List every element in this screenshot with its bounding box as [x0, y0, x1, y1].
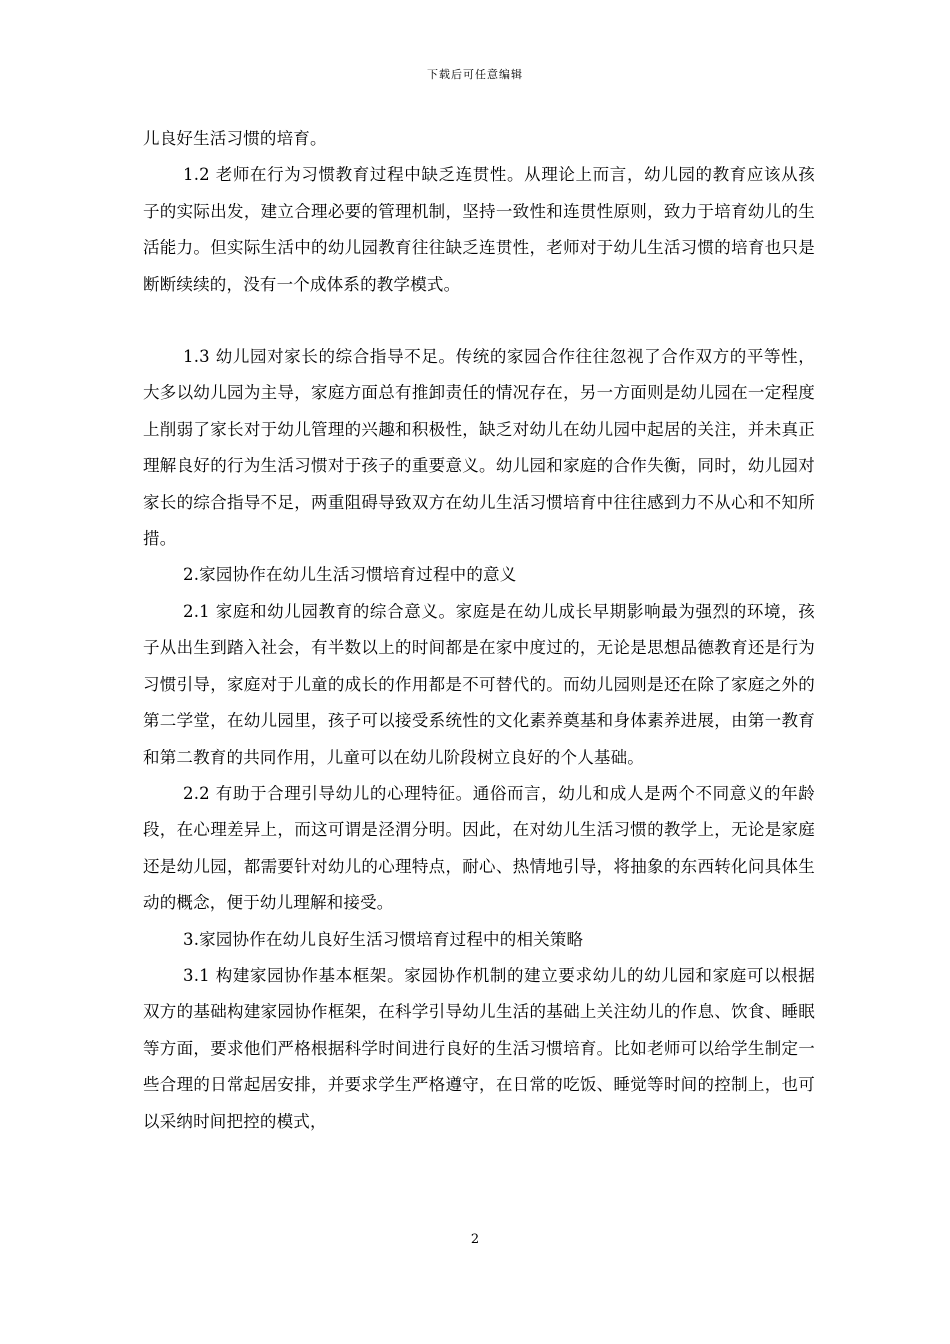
- paragraph-spacer: [143, 303, 815, 339]
- section-heading-2: 2.家园协作在幼儿生活习惯培育过程中的意义: [183, 565, 517, 585]
- section-heading-3: 3.家园协作在幼儿良好生活习惯培育过程中的相关策略: [183, 929, 584, 949]
- document-body: [143, 121, 815, 1140]
- paragraph-3-1: 3.1 构建家园协作基本框架。家园协作机制的建立要求幼儿的幼儿园和家庭可以根据双方的基础构建家园协作框架，在科学引导幼儿生活的基础上关注幼儿的作息、饮食、睡眠等方面，要求他们严格根据科学时间进行良好的生活习惯培育。比如老师可以给学生制定一些合理的日常起居安排，并要求学生严格遵守，在日常的吃饭、睡觉等时间的控制上，也可以采纳时间把控的模式，: [143, 965, 815, 1131]
- paragraph-2-2: 2.2 有助于合理引导幼儿的心理特征。通俗而言，幼儿和成人是两个不同意义的年龄段，在心理差异上，而这可谓是泾渭分明。因此，在对幼儿生活习惯的教学上，无论是家庭还是幼儿园，都需要针对幼儿的心理特点，耐心、热情地引导，将抽象的东西转化问具体生动的概念，便于幼儿理解和接受。: [143, 783, 815, 913]
- paragraph-2-1: 2.1 家庭和幼儿园教育的综合意义。家庭是在幼儿成长早期影响最为强烈的环境，孩子从出生到踏入社会，有半数以上的时间都是在家中度过的，无论是思想品德教育还是行为习惯引导，家庭对于儿童的成长的作用都是不可替代的。而幼儿园则是还在除了家庭之外的第二学堂，在幼儿园里，孩子可以接受系统性的文化素养奠基和身体素养进展，由第一教育和第二教育的共同作用，儿童可以在幼儿阶段树立良好的个人基础。: [143, 601, 815, 767]
- page-number: 2: [470, 1232, 480, 1247]
- paragraph-1-2: 1.2 老师在行为习惯教育过程中缺乏连贯性。从理论上而言，幼儿园的教育应该从孩子的实际出发，建立合理必要的管理机制，坚持一致性和连贯性原则，致力于培育幼儿的生活能力。但实际生活中的幼儿园教育往往缺乏连贯性，老师对于幼儿生活习惯的培育也只是断断续续的，没有一个成体系的教学模式。: [143, 165, 815, 294]
- paragraph-1-3: 1.3 幼儿园对家长的综合指导不足。传统的家园合作往往忽视了合作双方的平等性，大多以幼儿园为主导，家庭方面总有推卸责任的情况存在，另一方面则是幼儿园在一定程度上削弱了家长对于幼儿管理的兴趣和积极性，缺乏对幼儿在幼儿园中起居的关注，并未真正理解良好的行为生活习惯对于孩子的重要意义。幼儿园和家庭的合作失衡，同时，幼儿园对家长的综合指导不足，两重阻碍导致双方在幼儿生活习惯培育中往往感到力不从心和不知所措。: [143, 347, 815, 549]
- paragraph-continuation: 儿良好生活习惯的培育。: [143, 129, 327, 148]
- page-header: 下载后可任意编辑: [427, 68, 523, 81]
